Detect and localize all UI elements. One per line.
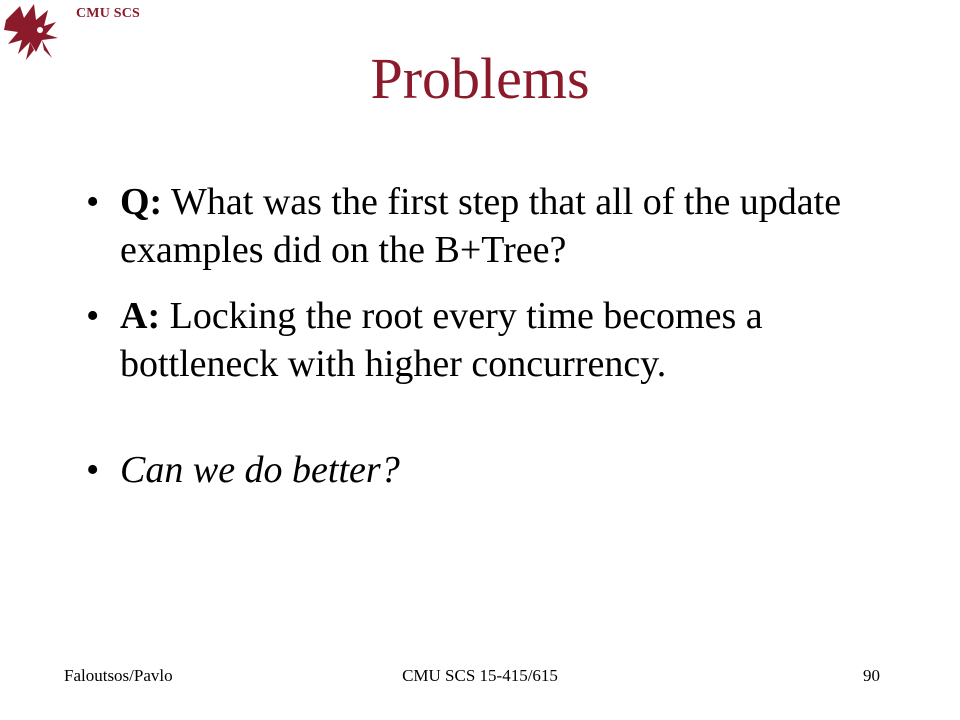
footer-course: CMU SCS 15-415/615 <box>402 666 558 685</box>
bullet-text: Can we do better? <box>120 449 400 491</box>
bullet-item <box>80 292 890 388</box>
bullet-dot-icon: • <box>86 295 100 337</box>
bullet-dot-icon: • <box>86 449 100 491</box>
bullet-dot-icon: • <box>86 181 100 223</box>
org-label: CMU SCS <box>76 6 141 21</box>
footer-authors: Faloutsos/Pavlo <box>64 666 173 685</box>
footer-page-number: 90 <box>863 666 880 685</box>
bullet-lead: Q: <box>120 181 163 223</box>
bullet-item <box>80 446 890 494</box>
slide-title: Problems <box>370 46 590 111</box>
bullet-text: Locking the root every time becomes a bottleneck with higher concurrency. <box>120 295 763 385</box>
bullet-text: What was the first step that all of the update examples did on the B+Tree? <box>120 181 842 271</box>
bullet-item <box>80 178 890 274</box>
bullet-lead: A: <box>120 295 161 337</box>
bullet-list <box>80 178 890 512</box>
